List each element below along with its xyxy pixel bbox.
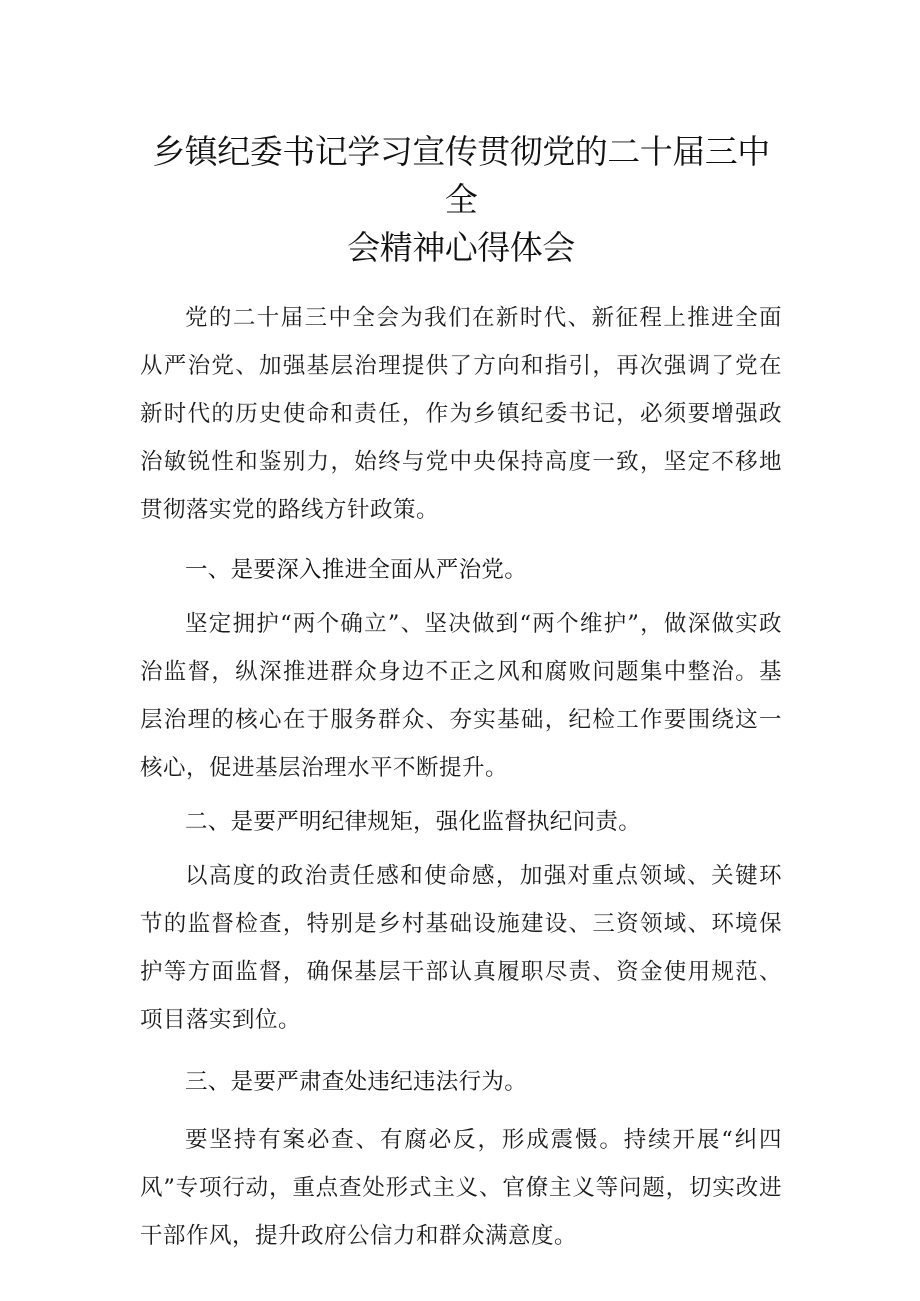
- title-line-2: 会精神心得体会: [347, 228, 575, 267]
- section-2-body: 以高度的政治责任感和使命感，加强对重点领域、关键环节的监督检查，特别是乡村基础设施建设、三资领域、环境保护等方面监督，确保基层干部认真履职尽责、资金使用规范、项目落实到位。: [140, 863, 782, 1033]
- section-2-heading: 二、是要严明纪律规矩，强化监督执纪问责。: [185, 809, 642, 835]
- intro-paragraph: 党的二十届三中全会为我们在新时代、新征程上推进全面从严治党、加强基层治理提供了方向和指引，再次强调了党在新时代的历史使命和责任，作为乡镇纪委书记，必须要增强政治敏锐性和鉴别力，始终与党中央保持高度一致，坚定不移地贯彻落实党的路线方针政策。: [140, 305, 782, 523]
- section-3-body: 要坚持有案必查、有腐必反，形成震慑。持续开展“纠四风”专项行动，重点查处形式主义、官僚主义等问题，切实改进干部作风，提升政府公信力和群众满意度。: [140, 1127, 782, 1249]
- title-line-1: 乡镇纪委书记学习宣传贯彻党的二十届三中全: [152, 132, 770, 219]
- section-1-body: 坚定拥护“两个确立”、坚决做到“两个维护”，做深做实政治监督，纵深推进群众身边不正之风和腐败问题集中整治。基层治理的核心在于服务群众、夯实基础，纪检工作要围绕这一核心，促进基层治理水平不断提升。: [140, 611, 782, 781]
- section-1-heading: 一、是要深入推进全面从严治党。: [185, 557, 528, 583]
- section-3-heading: 三、是要严肃查处违纪违法行为。: [185, 1069, 528, 1095]
- document-title: [140, 0, 782, 272]
